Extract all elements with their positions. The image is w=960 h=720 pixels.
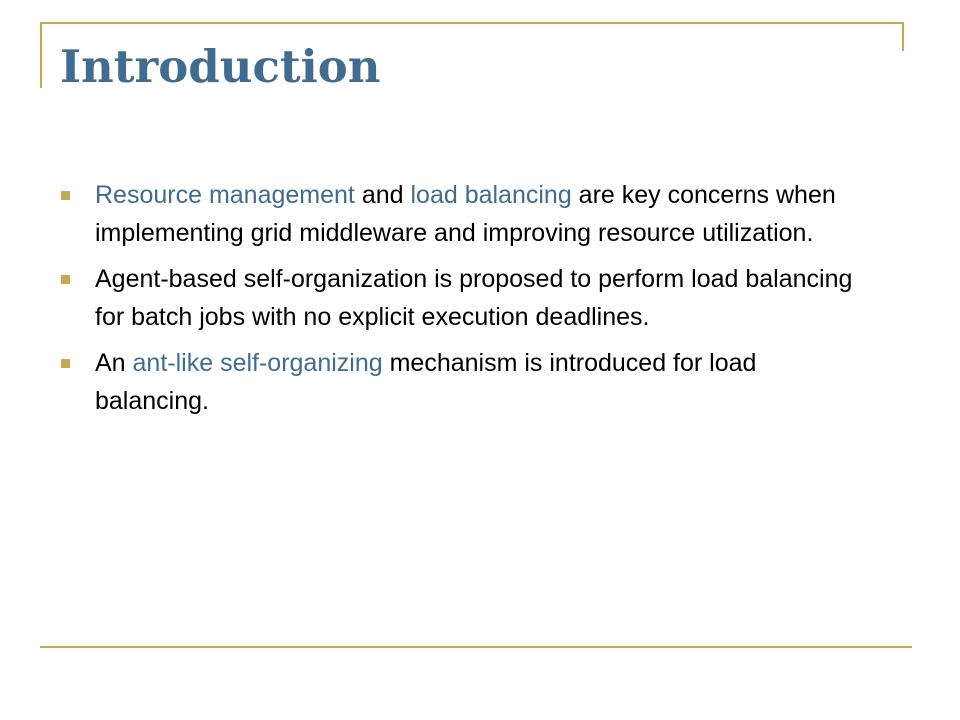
bullet-item xyxy=(60,260,860,336)
square-bullet-icon xyxy=(61,359,70,368)
highlight-term: Resource management xyxy=(95,181,355,209)
bullet-item xyxy=(60,176,860,252)
slide-title: Introduction xyxy=(60,40,381,93)
frame-top-line xyxy=(40,22,904,24)
frame-left-line xyxy=(40,22,42,88)
bullet-text: mechanism is introduced for load balancing. xyxy=(95,349,757,415)
frame-right-line xyxy=(902,22,904,51)
bullet-text: and xyxy=(354,181,411,209)
frame-bottom-line xyxy=(40,646,912,648)
square-bullet-icon xyxy=(61,191,70,200)
highlight-term: ant-like self-organizing xyxy=(132,349,383,377)
bullet-text: An xyxy=(95,349,133,377)
square-bullet-icon xyxy=(61,275,70,284)
bullet-item xyxy=(60,344,860,420)
bullet-text: Agent-based self-organization is proposed to perform load balancing for batch jobs with no explicit execution deadlines. xyxy=(95,265,853,331)
bullet-list xyxy=(60,176,860,428)
highlight-term: load balancing xyxy=(410,181,572,209)
bullet-text: are key concerns when implementing grid middleware and improving resource utilization. xyxy=(95,181,836,247)
